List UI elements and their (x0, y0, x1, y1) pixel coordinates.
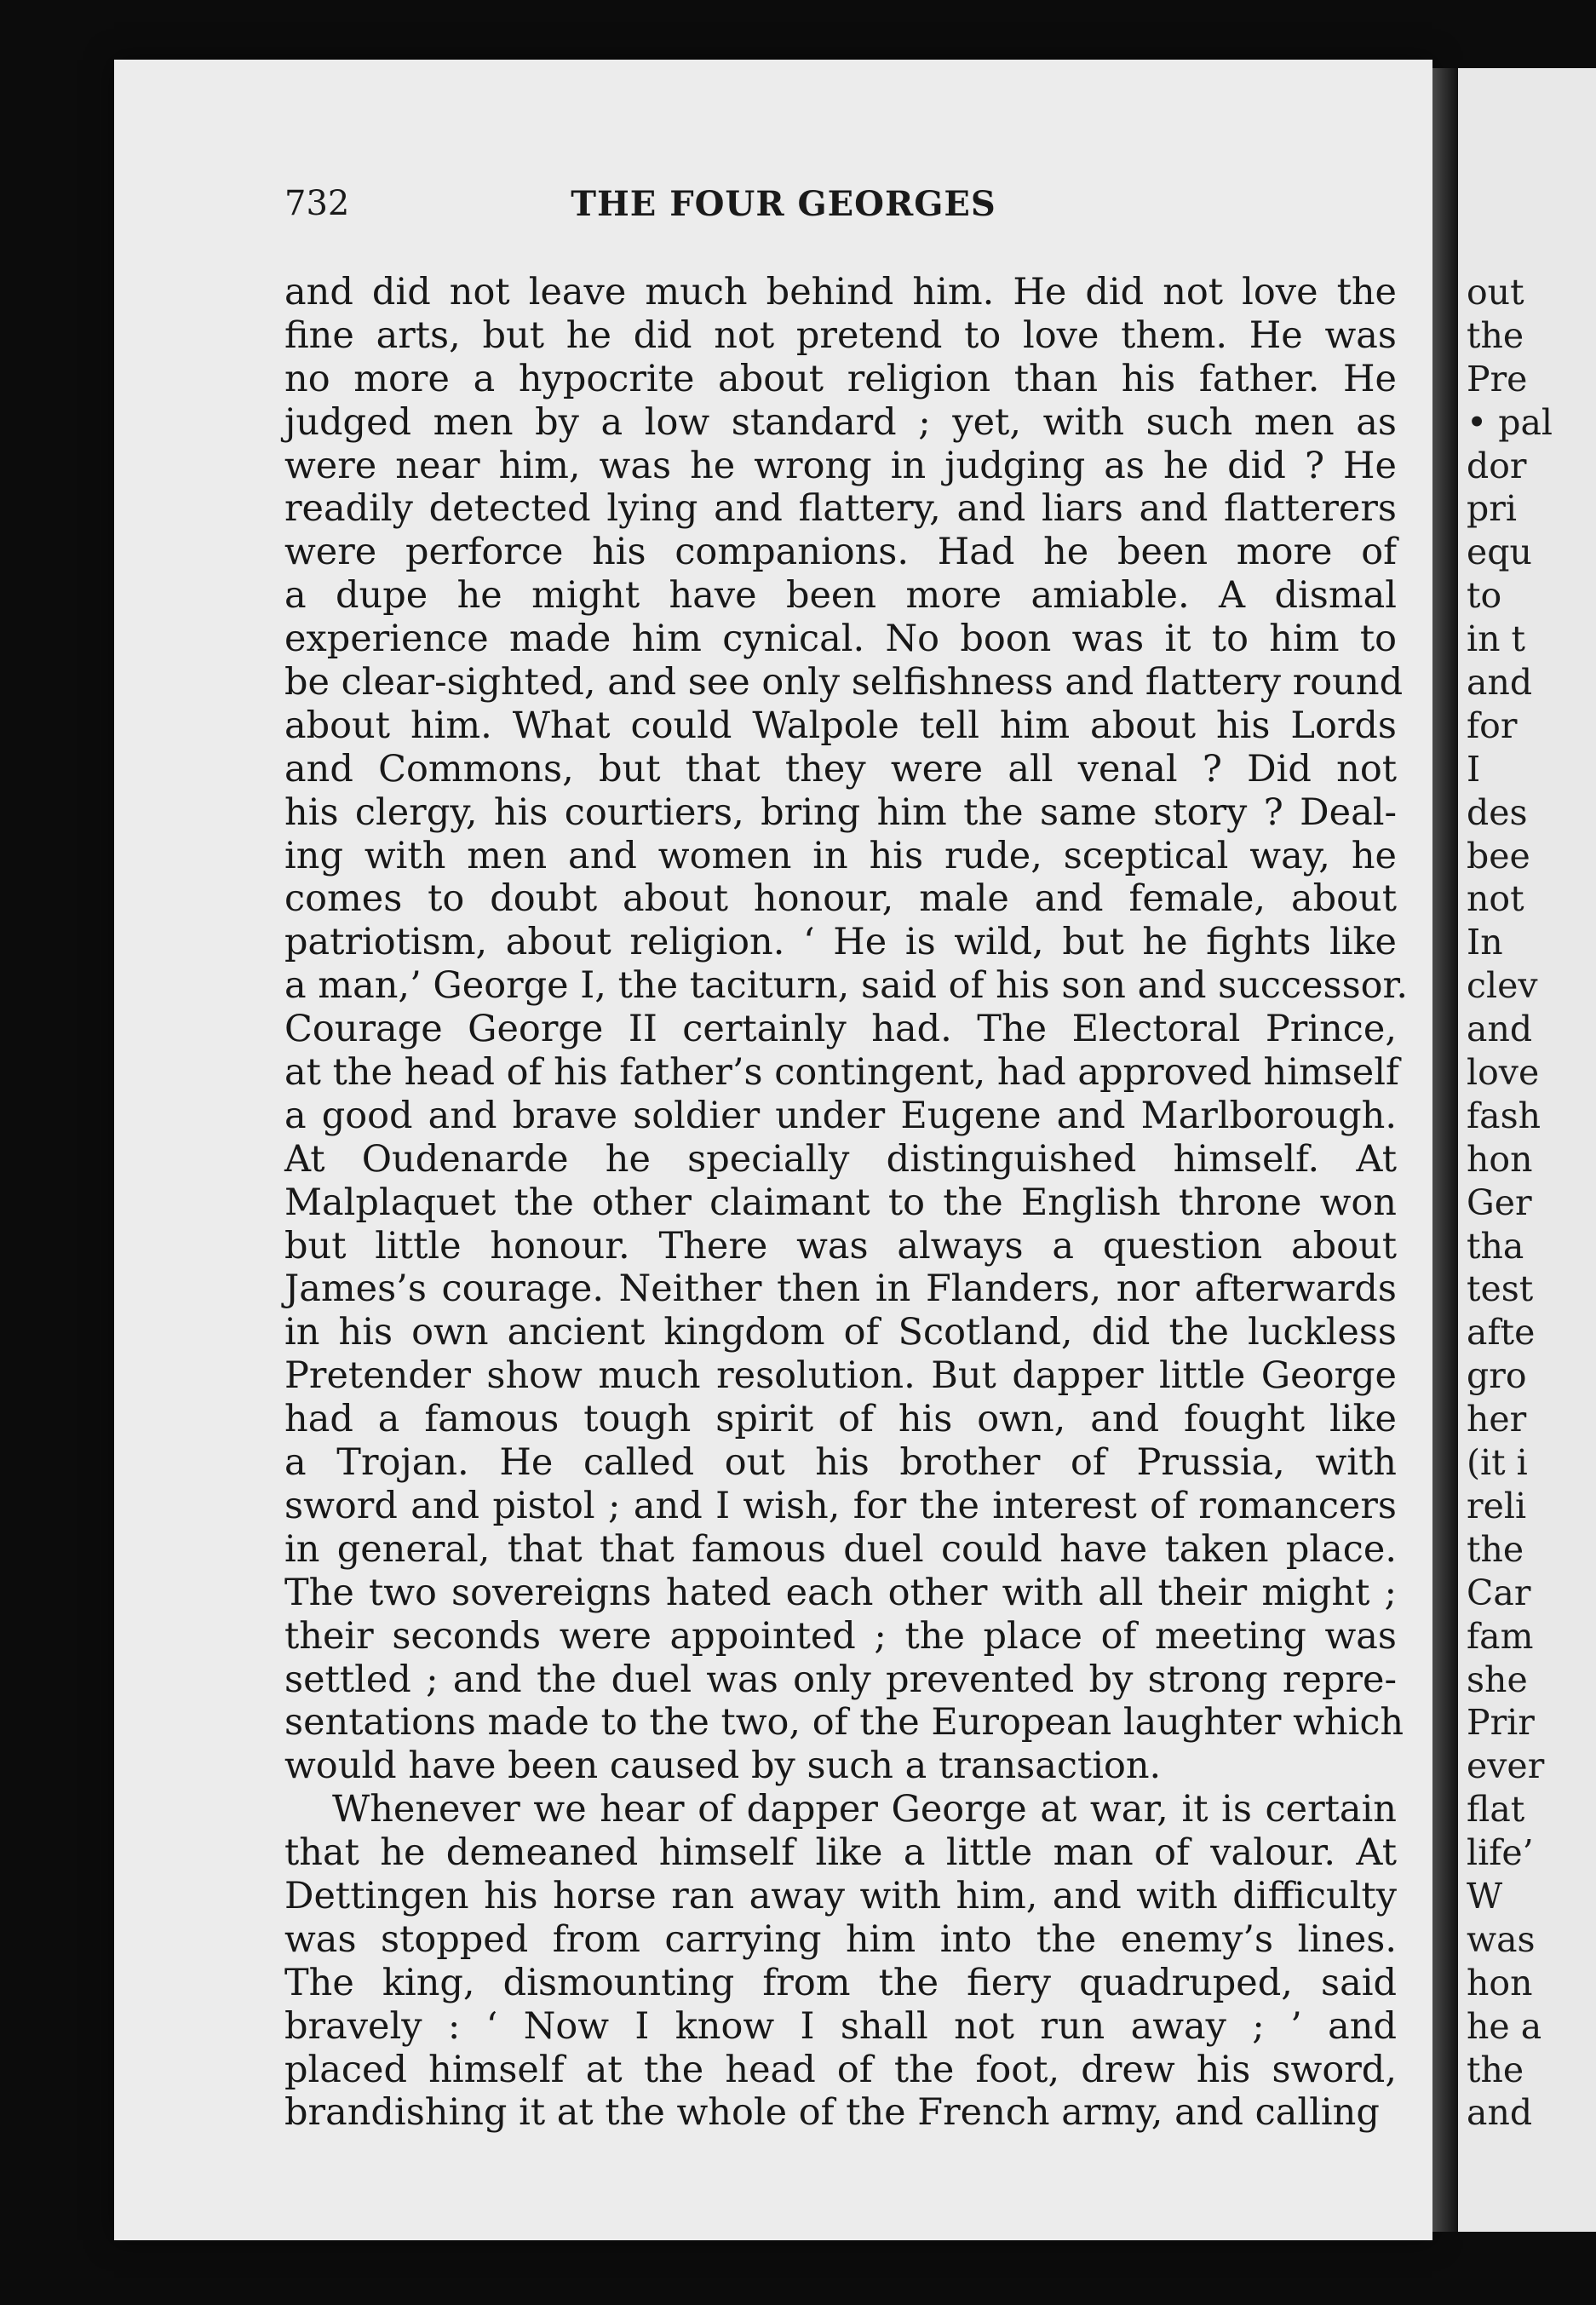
text-line: and did not leave much behind him. He did not love the (284, 271, 1397, 313)
facing-page-fragment: clev (1467, 965, 1538, 1007)
facing-page-fragment: the (1467, 2049, 1524, 2090)
text-line: settled ; and the duel was only prevented by strong repre- (284, 1658, 1397, 1701)
facing-page-fragment: Car (1467, 1572, 1531, 1613)
facing-page-fragment: (it i (1467, 1442, 1528, 1484)
facing-page-fragment: love (1467, 1052, 1540, 1094)
text-line: a dupe he might have been more amiable. A dismal (284, 574, 1397, 618)
text-line: their seconds were appointed ; the place of meeting was (284, 1614, 1397, 1658)
text-line: were near him, was he wrong in judging as he did ? He (284, 444, 1397, 487)
page-header (170, 184, 1397, 235)
facing-page-fragment: afte (1467, 1312, 1536, 1354)
running-title: THE FOUR GEORGES (571, 184, 996, 224)
text-line: fine arts, but he did not pretend to love them. He was (284, 313, 1397, 357)
facing-page-fragment: for (1467, 704, 1518, 746)
text-line: his clergy, his courtiers, bring him the same story ? Deal- (284, 790, 1397, 834)
facing-page-fragment: and (1467, 1009, 1533, 1050)
facing-page-fragment: flat (1467, 1789, 1525, 1831)
text-line: brandishing it at the whole of the French army, and calling (284, 2091, 1380, 2135)
text-line: Courage George II certainly had. The Electoral Prince, (284, 1008, 1397, 1051)
facing-page-fragment: equ (1467, 532, 1532, 573)
facing-page-fragment: Prir (1467, 1702, 1535, 1744)
facing-page-fragment: Pre (1467, 358, 1528, 399)
text-line: was stopped from carrying him into the enemy’s lines. (284, 1917, 1397, 1961)
facing-page-fragment: tha (1467, 1225, 1524, 1267)
facing-page-fragment: to (1467, 575, 1502, 617)
facing-page-fragment: and (1467, 662, 1533, 704)
text-line: The two sovereigns hated each other with all their might ; (284, 1571, 1397, 1614)
facing-page-fragment: dor (1467, 445, 1527, 486)
text-line: Pretender show much resolution. But dapper little George (284, 1354, 1397, 1398)
text-line: a good and brave soldier under Eugene and Marlborough. (284, 1094, 1397, 1137)
text-line: at the head of his father’s contingent, had approved himself (284, 1051, 1399, 1095)
text-line: Dettingen his horse ran away with him, and with difficulty (284, 1874, 1397, 1917)
facing-page-fragment: her (1467, 1399, 1527, 1440)
facing-page-fragment: he a (1467, 2005, 1542, 2047)
facing-page-fragment: hon (1467, 1962, 1533, 2003)
facing-page-fragment: the (1467, 314, 1524, 356)
text-line: but little honour. There was always a question about (284, 1224, 1397, 1267)
text-line: The king, dismounting from the fiery quadruped, said (284, 1961, 1397, 2004)
text-line: readily detected lying and flattery, and liars and flatterers (284, 487, 1397, 531)
text-line: in general, that that famous duel could have taken place. (284, 1527, 1397, 1571)
text-line: in his own ancient kingdom of Scotland, did the luckless (284, 1311, 1397, 1354)
facing-page-fragment: Ger (1467, 1181, 1532, 1223)
facing-page-fragment: she (1467, 1658, 1528, 1700)
text-line: ing with men and women in his rude, sceptical way, he (284, 834, 1397, 877)
facing-page-fragment: gro (1467, 1355, 1527, 1397)
facing-page-fragment: not (1467, 878, 1524, 920)
text-line: bravely : ‘ Now I know I shall not run away ; ’ and (284, 2004, 1397, 2048)
text-line: At Oudenarde he specially distinguished himself. At (284, 1137, 1397, 1181)
text-line: James’s courage. Neither then in Flanders, nor afterwards (284, 1267, 1397, 1311)
facing-page-fragment: out (1467, 272, 1524, 313)
facing-page-fragment: the (1467, 1528, 1524, 1570)
facing-page-fragment: hon (1467, 1138, 1533, 1180)
facing-page-fragment: ever (1467, 1745, 1545, 1787)
text-line: that he demeaned himself like a little man of valour. At (284, 1831, 1397, 1875)
text-line: be clear-sighted, and see only selfishness and flattery round (284, 661, 1404, 704)
facing-page-fragment: I (1467, 748, 1481, 790)
text-line: had a famous tough spirit of his own, and fought like (284, 1398, 1397, 1441)
page-number: 732 (284, 184, 350, 223)
text-line: were perforce his companions. Had he been more of (284, 531, 1397, 574)
text-line: a man,’ George I, the taciturn, said of his son and successor. (284, 964, 1409, 1008)
text-line: placed himself at the head of the foot, drew his sword, (284, 2048, 1397, 2091)
text-line: would have been caused by such a transaction. (284, 1745, 1162, 1788)
facing-page-fragment: bee (1467, 835, 1530, 877)
facing-page-fragment: W (1467, 1875, 1503, 1917)
facing-page-fragment: in t (1467, 618, 1526, 660)
paragraph-1 (284, 271, 1409, 1788)
text-line: patriotism, about religion. ‘ He is wild, but he fights like (284, 921, 1397, 964)
text-line: and Commons, but that they were all venal ? Did not (284, 747, 1397, 790)
text-line: sentations made to the two, of the European laughter which (284, 1701, 1404, 1745)
text-line: sword and pistol ; and I wish, for the interest of romancers (284, 1484, 1397, 1527)
facing-page-fragment: and (1467, 2092, 1533, 2134)
text-line: experience made him cynical. No boon was it to him to (284, 618, 1397, 661)
facing-page-fragment: fash (1467, 1095, 1541, 1136)
facing-page-fragment: reli (1467, 1485, 1527, 1526)
body-text (284, 271, 1409, 2135)
facing-page-fragment: was (1467, 1918, 1536, 1960)
facing-page-text (1467, 271, 1553, 2135)
text-line: comes to doubt about honour, male and female, about (284, 877, 1397, 921)
facing-page-fragment: • pal (1467, 401, 1553, 443)
facing-page-fragment: life’ (1467, 1832, 1534, 1874)
text-line: Malplaquet the other claimant to the English throne won (284, 1181, 1397, 1224)
text-line: about him. What could Walpole tell him about his Lords (284, 704, 1397, 747)
text-line: judged men by a low standard ; yet, with such men as (284, 400, 1397, 444)
facing-page-fragment: des (1467, 791, 1528, 833)
facing-page-fragment: In (1467, 922, 1503, 963)
book-spine (1432, 68, 1458, 2232)
facing-page-fragment: pri (1467, 488, 1517, 530)
text-line: a Trojan. He called out his brother of Prussia, with (284, 1441, 1397, 1485)
facing-page-fragment: fam (1467, 1615, 1534, 1657)
facing-page-fragment: test (1467, 1268, 1534, 1310)
paragraph-2 (284, 1788, 1397, 2135)
text-line: Whenever we hear of dapper George at war, it is certain (332, 1788, 1397, 1831)
text-line: no more a hypocrite about religion than his father. He (284, 357, 1397, 400)
